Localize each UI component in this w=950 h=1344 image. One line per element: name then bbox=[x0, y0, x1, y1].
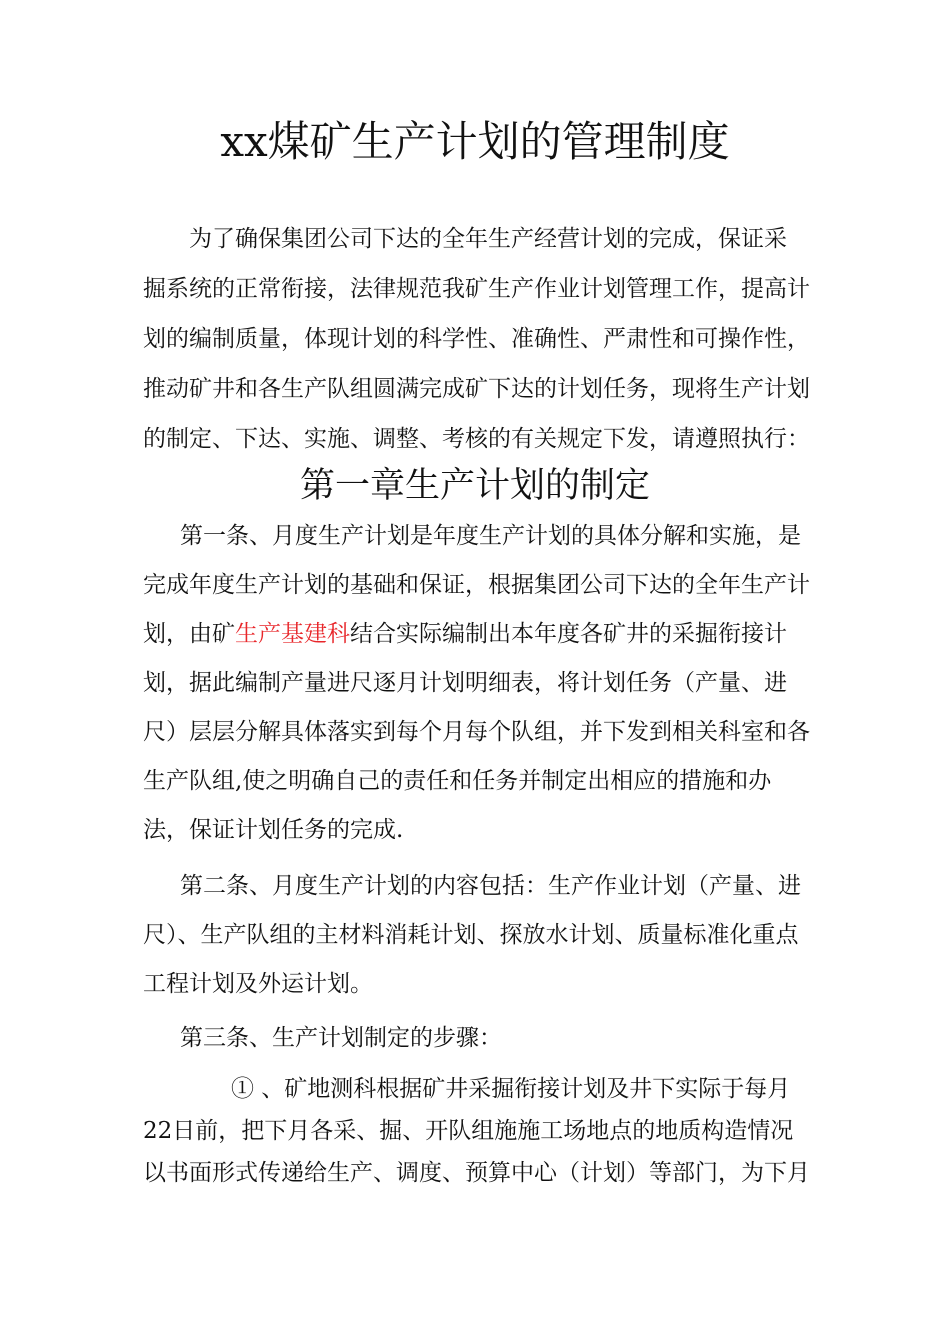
intro-line: 推动矿井和各生产队组圆满完成矿下达的计划任务，现将生产计划 bbox=[143, 376, 810, 402]
article-1-line: 划，据此编制产量进尺逐月计划明细表，将计划任务（产量、进 bbox=[143, 670, 787, 696]
article-3-heading-text: 第三条、生产计划制定的步骤： bbox=[180, 1025, 502, 1051]
intro-line: 为了确保集团公司下达的全年生产经营计划的完成，保证采 bbox=[189, 226, 787, 252]
article-1-line: 法，保证计划任务的完成. bbox=[143, 817, 404, 843]
article-1-line: 第一条、月度生产计划是年度生产计划的具体分解和实施，是 bbox=[180, 523, 801, 549]
article-2-line: 尺）、生产队组的主材料消耗计划、探放水计划、质量标准化重点 bbox=[143, 922, 799, 948]
step-1-line: ① 、矿地测科根据矿井采掘衔接计划及井下实际于每月 bbox=[231, 1076, 791, 1102]
step-1-line: 22日前，把下月各采、掘、开队组施施工场地点的地质构造情况 bbox=[143, 1118, 794, 1144]
highlighted-department: 生产基建科 bbox=[235, 621, 350, 647]
intro-line: 掘系统的正常衔接，法律规范我矿生产作业计划管理工作，提高计 bbox=[143, 276, 810, 302]
article-1-line bbox=[143, 610, 823, 659]
intro-line: 的制定、下达、实施、调整、考核的有关规定下发，请遵照执行： bbox=[143, 426, 810, 452]
article-1-paragraph bbox=[143, 512, 823, 855]
article-2-line: 工程计划及外运计划。 bbox=[143, 971, 373, 997]
article-1-line: 完成年度生产计划的基础和保证，根据集团公司下达的全年生产计 bbox=[143, 572, 810, 598]
chapter-title: 第一章生产计划的制定 bbox=[299, 466, 650, 506]
step-1-paragraph bbox=[143, 1068, 823, 1194]
document-title: xx煤矿生产计划的管理制度 bbox=[220, 117, 730, 166]
article-3-heading bbox=[143, 1014, 823, 1063]
article-1-text: 划，由矿 bbox=[143, 621, 235, 647]
step-1-line: 以书面形式传递给生产、调度、预算中心（计划）等部门，为下月 bbox=[143, 1160, 810, 1186]
article-2-line: 第二条、月度生产计划的内容包括：生产作业计划（产量、进 bbox=[180, 873, 801, 899]
article-1-text: 结合实际编制出本年度各矿井的采掘衔接计 bbox=[350, 621, 787, 647]
article-1-line: 生产队组,使之明确自己的责任和任务并制定出相应的措施和办 bbox=[143, 768, 772, 794]
article-2-paragraph bbox=[143, 862, 823, 1009]
intro-line: 划的编制质量，体现计划的科学性、准确性、严肃性和可操作性， bbox=[143, 326, 810, 352]
article-1-line: 尺）层层分解具体落实到每个月每个队组，并下发到相关科室和各 bbox=[143, 719, 810, 745]
intro-paragraph bbox=[143, 214, 823, 464]
